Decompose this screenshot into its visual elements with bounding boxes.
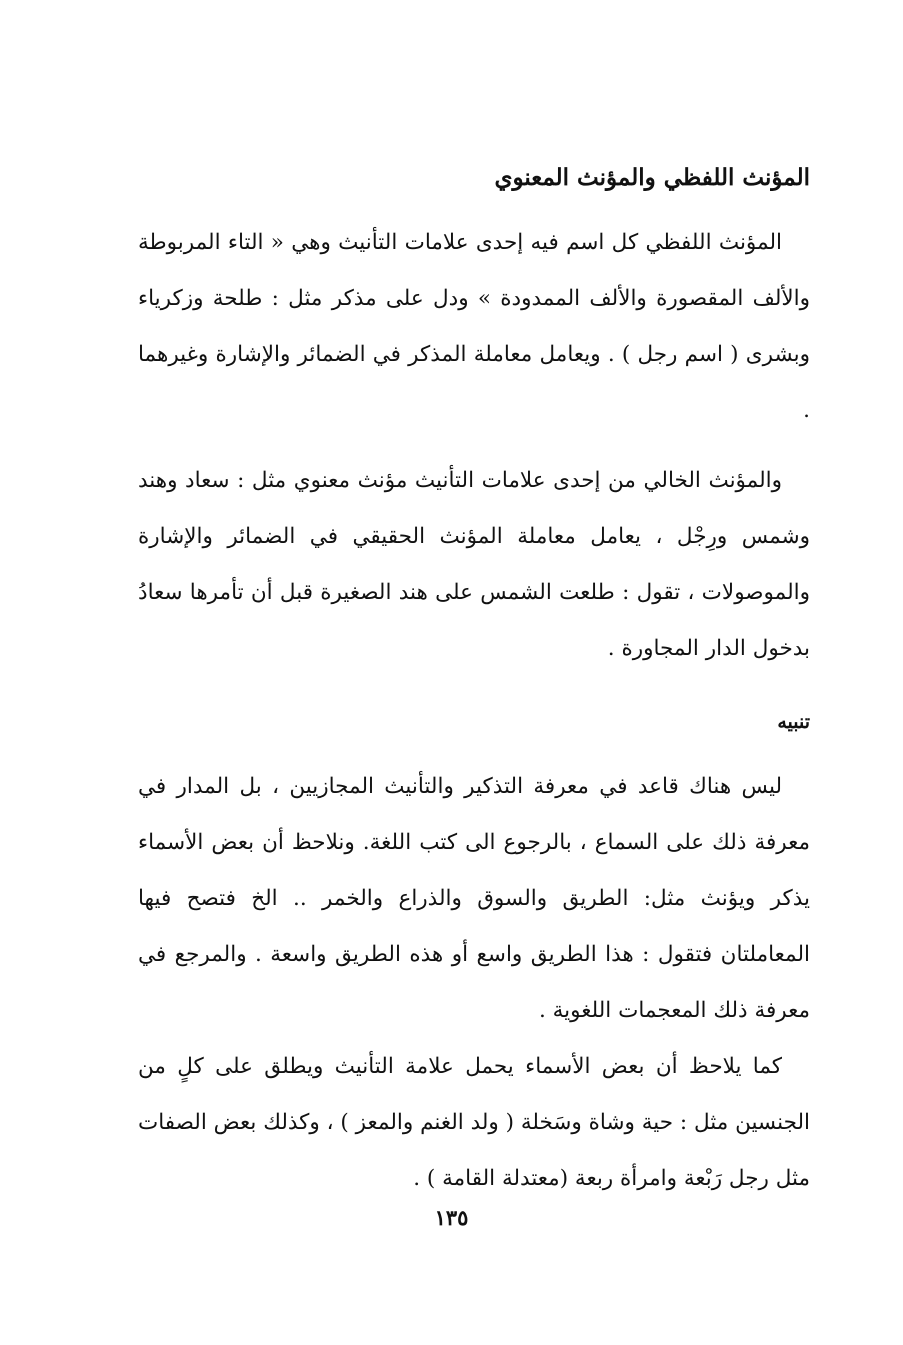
paragraph-lafzi: المؤنث اللفظي كل اسم فيه إحدى علامات التأنيث وهي « التاء المربوطة والألف المقصورة والألف الممدودة » ودل على مذكر مثل : طلحة وزكرياء وبشرى ( اسم رجل ) . ويعامل معاملة المذكر في الضمائر والإشارة وغيرهما .	[138, 229, 810, 423]
paragraph-manawi: والمؤنث الخالي من إحدى علامات التأنيث مؤنث معنوي مثل : سعاد وهند وشمس ورِجْل ، يعامل معاملة المؤنث الحقيقي في الضمائر والإشارة والموصولات ، تقول : طلعت الشمس على هند الصغيرة قبل أن تأمرها سعادُ بدخول الدار المجاورة .	[138, 467, 810, 661]
page-number: ١٣٥	[434, 1205, 469, 1230]
paragraph-note-common: كما يلاحظ أن بعض الأسماء يحمل علامة التأنيث ويطلق على كلٍ من الجنسين مثل : حية وشاة وسَخلة ( ولد الغنم والمعز ) ، وكذلك بعض الصفات مثل رجل رَبْعة وامرأة ربعة (معتدلة القامة ) .	[138, 1054, 810, 1192]
paragraph-note-majazi: ليس هناك قاعد في معرفة التذكير والتأنيث المجازيين ، بل المدار في معرفة ذلك على السماع ، بالرجوع الى كتب اللغة. ونلاحظ أن بعض الأسماء يذكر ويؤنث مثل: الطريق والسوق والذراع والخمر .. الخ فتصح فيها المعاملتان فتقول : هذا الطريق واسع أو هذه الطريق واسعة . والمرجع في معرفة ذلك المعجمات اللغوية .	[138, 774, 810, 1024]
note-heading: تنبيه	[777, 710, 810, 733]
page-body	[138, 160, 810, 1221]
section-heading: المؤنث اللفظي والمؤنث المعنوي	[494, 164, 810, 191]
